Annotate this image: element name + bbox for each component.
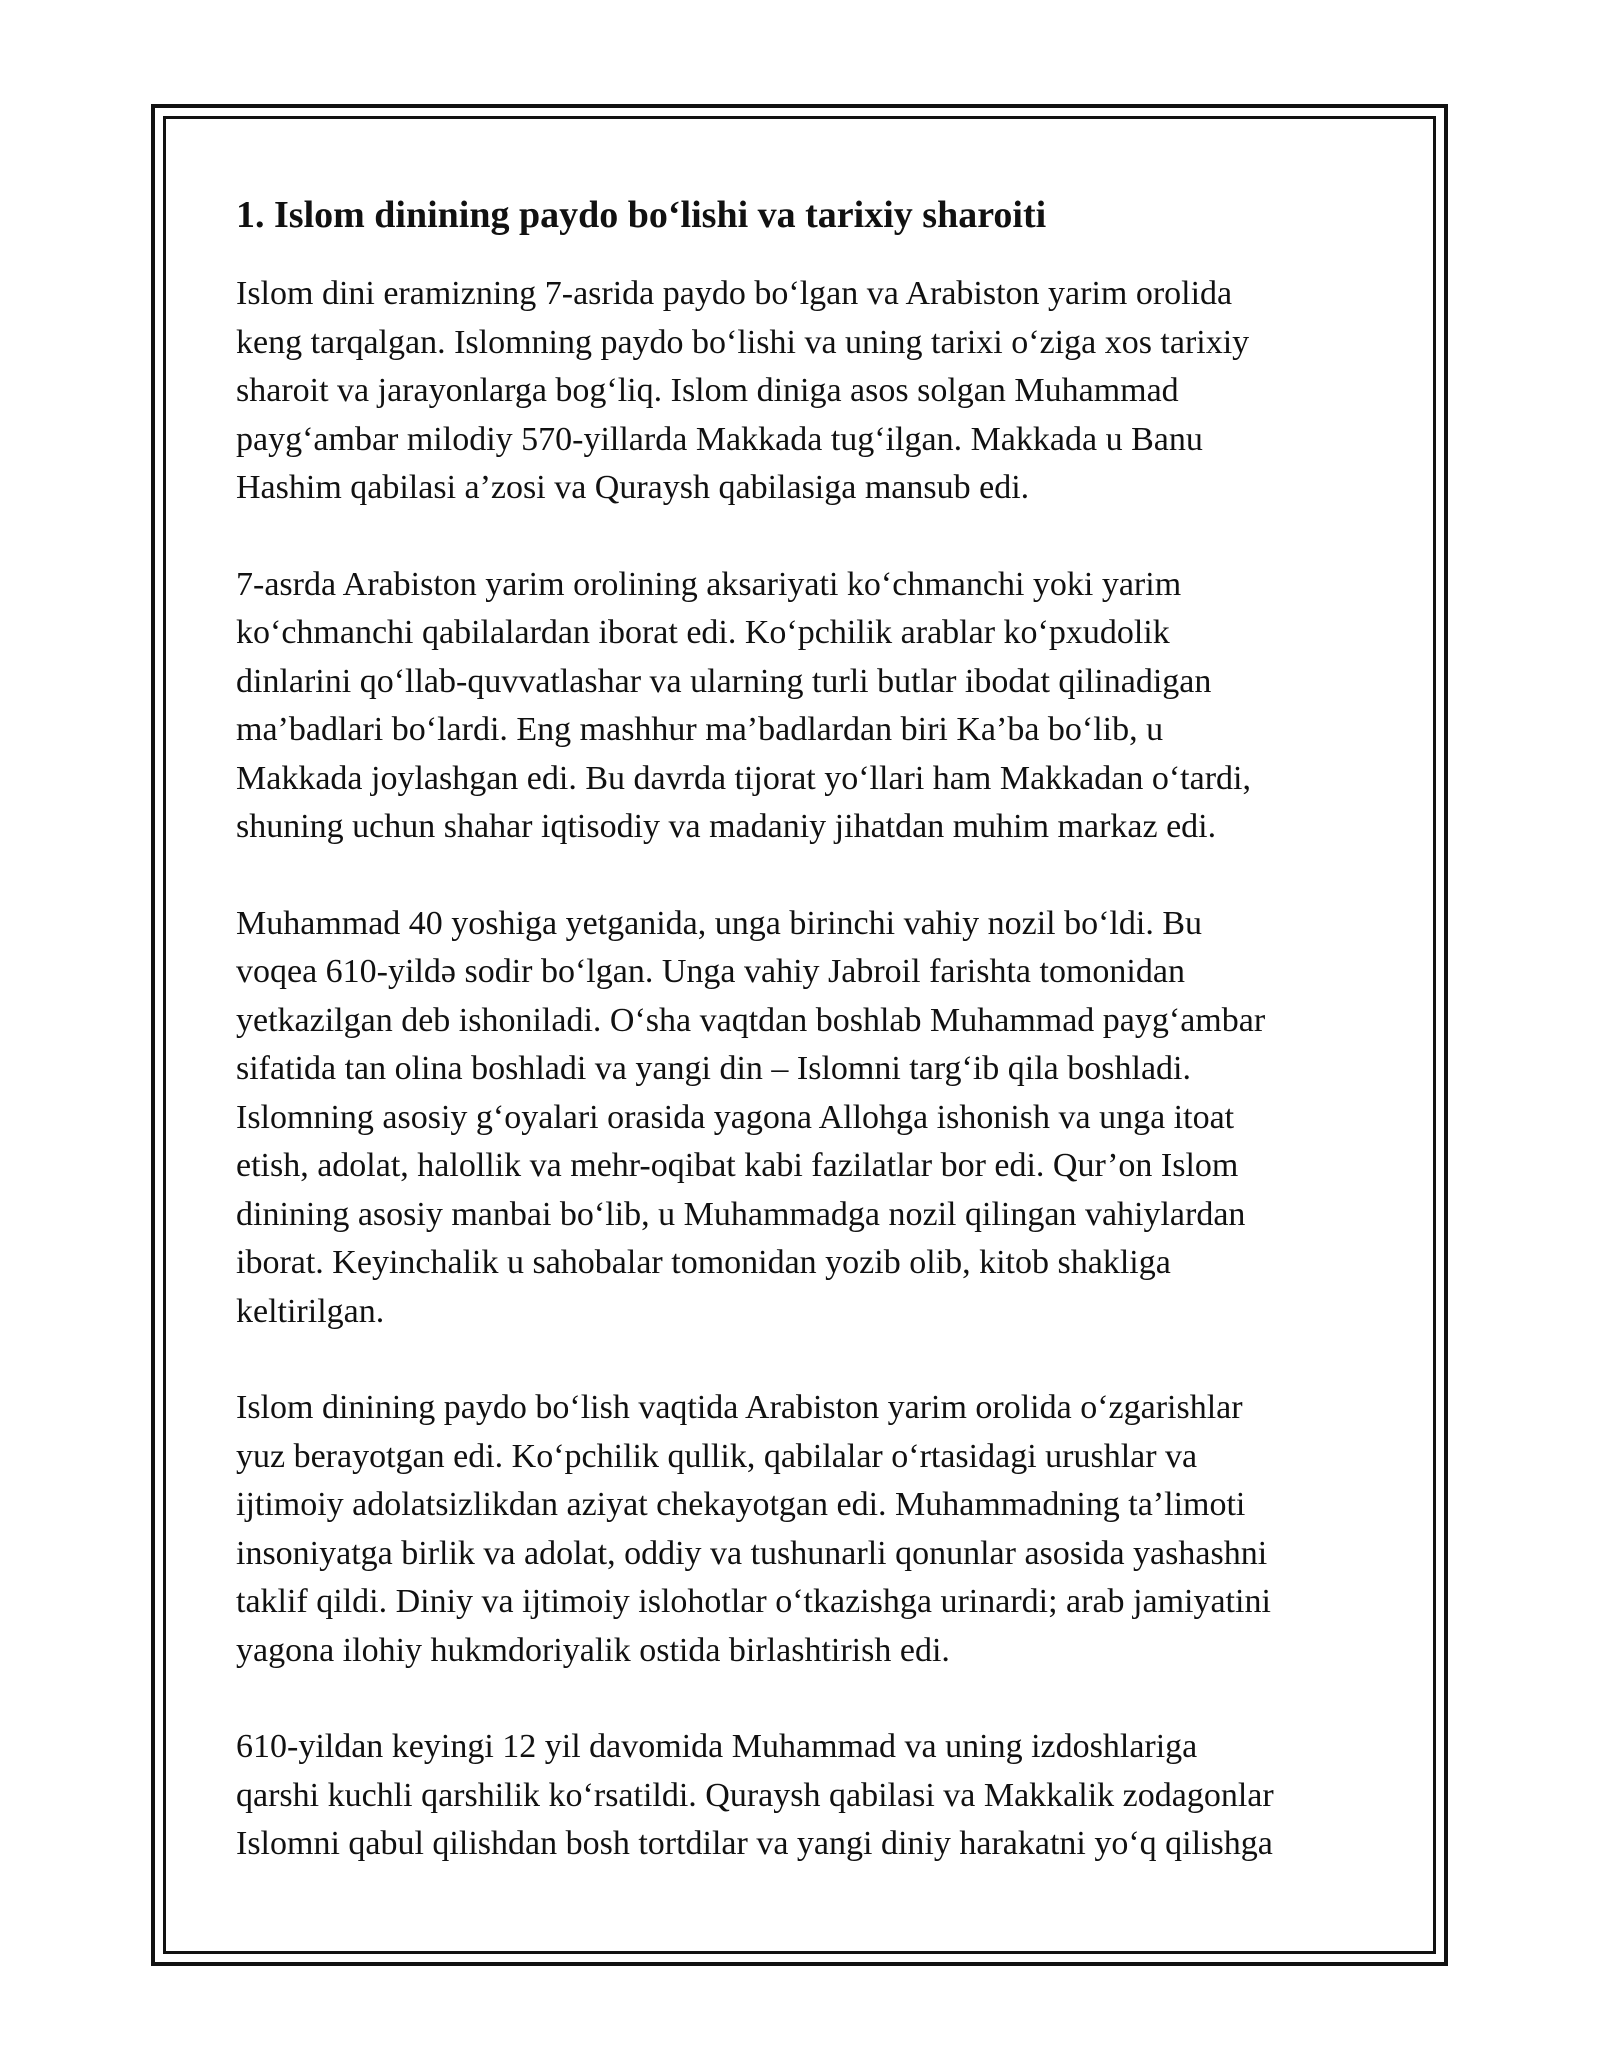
text-line: sifatida tan olina boshladi va yangi din – Islomni targ‘ib qila boshladi. xyxy=(236,1050,1191,1087)
text-line: keng tarqalgan. Islomning paydo bo‘lishi va uning tarixi o‘ziga xos tarixiy xyxy=(236,323,1250,361)
text-line: qarshi kuchli qarshilik ko‘rsatildi. Quraysh qabilasi va Makkalik zodagonlar xyxy=(236,1776,1274,1814)
text-line: Islom dinining paydo bo‘lish vaqtida Arabiston yarim orolida o‘zgarishlar xyxy=(236,1389,1243,1426)
text-line: shuning uchun shahar iqtisodiy va madaniy jihatdan muhim markaz edi. xyxy=(236,808,1217,845)
paragraph-3 xyxy=(236,900,1366,1337)
text-line: iborat. Keyinchalik u sahobalar tomonidan yozib olib, kitob shakliga xyxy=(236,1244,1171,1281)
text-line: taklif qildi. Diniy va ijtimoiy islohotlar o‘tkazishga urinardi; arab jamiyatini xyxy=(236,1583,1271,1620)
text-line: yetkazilgan deb ishoniladi. O‘sha vaqtdan boshlab Muhammad payg‘ambar xyxy=(236,1001,1266,1039)
text-line: Islomni qabul qilishdan bosh tortdilar va yangi diniy harakatni yo‘q qilishga xyxy=(236,1825,1273,1862)
text-line: dinining asosiy manbai bo‘lib, u Muhammadga nozil qilingan vahiylardan xyxy=(236,1195,1246,1233)
paragraph-4 xyxy=(236,1384,1366,1675)
text-line: 610-yildan keyingi 12 yil davomida Muhammad va uning izdoshlariga xyxy=(236,1728,1198,1765)
text-line: 7-asrda Arabiston yarim orolining aksariyati ko‘chmanchi yoki yarim xyxy=(236,565,1182,603)
text-line: ijtimoiy adolatsizlikdan aziyat chekayotgan edi. Muhammadning ta’limoti xyxy=(236,1486,1246,1523)
text-line: Islomning asosiy g‘oyalari orasida yagona Allohga ishonish va unga itoat xyxy=(236,1098,1235,1136)
text-line: insoniyatga birlik va adolat, oddiy va tushunarli qonunlar asosida yashashni xyxy=(236,1534,1268,1572)
text-line: Muhammad 40 yoshiga yetganida, unga birinchi vahiy nozil bo‘ldi. Bu xyxy=(236,904,1202,942)
paragraph-5 xyxy=(236,1723,1366,1869)
document-content xyxy=(236,186,1366,1917)
text-line: ma’badlari bo‘lardi. Eng mashhur ma’badlardan biri Ka’ba bo‘lib, u xyxy=(236,711,1164,748)
text-line: keltirilgan. xyxy=(236,1292,385,1330)
text-line: ko‘chmanchi qabilalardan iborat edi. Ko‘pchilik arablar ko‘pxudolik xyxy=(236,614,1170,651)
text-line: voqea 610-yildə sodir bo‘lgan. Unga vahiy Jabroil farishta tomonidan xyxy=(236,953,1185,990)
text-line: yuz berayotgan edi. Ko‘pchilik qullik, qabilalar o‘rtasidagi urushlar va xyxy=(236,1437,1198,1475)
text-line: dinlarini qo‘llab-quvvatlashar va ularning turli butlar ibodat qilinadigan xyxy=(236,662,1212,700)
text-line: yagona ilohiy hukmdoriyalik ostida birlashtirish edi. xyxy=(236,1631,950,1669)
text-line: sharoit va jarayonlarga bog‘liq. Islom diniga asos solgan Muhammad xyxy=(236,372,1179,409)
paragraph-2 xyxy=(236,561,1366,852)
section-heading: 1. Islom dinining paydo bo‘lishi va tarixiy sharoiti xyxy=(236,194,1047,236)
paragraph-1 xyxy=(236,270,1366,513)
text-line: Hashim qabilasi a’zosi va Quraysh qabilasiga mansub edi. xyxy=(236,469,1030,506)
text-line: Islom dini eramizning 7-asrida paydo bo‘lgan va Arabiston yarim orolida xyxy=(236,275,1233,312)
text-line: payg‘ambar milodiy 570-yillarda Makkada tug‘ilgan. Makkada u Banu xyxy=(236,420,1203,458)
text-line: etish, adolat, halollik va mehr-oqibat kabi fazilatlar bor edi. Qur’on Islom xyxy=(236,1147,1239,1184)
text-line: Makkada joylashgan edi. Bu davrda tijorat yo‘llari ham Makkadan o‘tardi, xyxy=(236,759,1251,797)
